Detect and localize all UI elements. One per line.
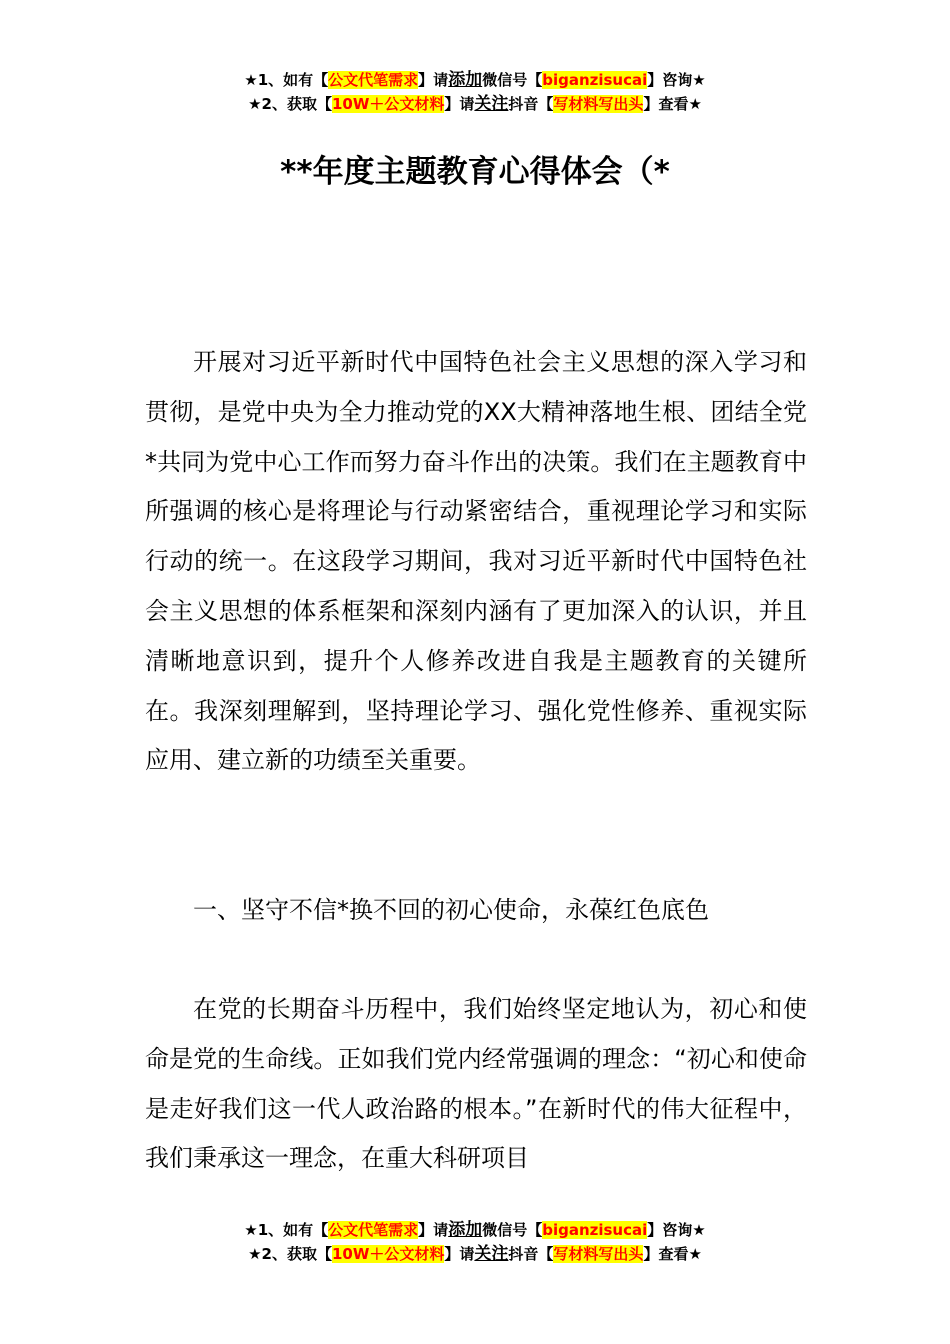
account-highlight: 写材料写出头 — [553, 95, 644, 113]
banner-text: 抖音【 — [508, 1245, 554, 1263]
banner-prefix: 2、获取【 — [261, 95, 332, 113]
banner-text: 微信号【 — [482, 71, 543, 89]
bottom-banner — [0, 1218, 950, 1266]
banner-text: 】请 — [444, 1245, 475, 1263]
banner-text: 】查看 — [643, 1245, 689, 1263]
banner-text: 】请 — [444, 95, 475, 113]
banner-line-2 — [0, 1242, 950, 1266]
wechat-id-highlight: biganzisucai — [542, 71, 648, 89]
star-icon: ★ — [692, 1221, 706, 1239]
wechat-id-highlight: biganzisucai — [542, 1221, 648, 1239]
paragraph-2-block — [145, 985, 807, 1184]
star-icon: ★ — [688, 95, 702, 113]
service-highlight: 公文代笔需求 — [328, 71, 419, 89]
banner-text: 】请 — [418, 1221, 449, 1239]
star-icon: ★ — [248, 1245, 262, 1263]
banner-line-1 — [0, 68, 950, 92]
material-highlight: 10W＋公文材料 — [331, 1245, 445, 1263]
banner-line-1 — [0, 1218, 950, 1242]
account-highlight: 写材料写出头 — [553, 1245, 644, 1263]
star-icon: ★ — [248, 95, 262, 113]
star-icon: ★ — [692, 71, 706, 89]
emphasis-follow: 关注 — [474, 1244, 509, 1264]
service-highlight: 公文代笔需求 — [328, 1221, 419, 1239]
material-highlight: 10W＋公文材料 — [331, 95, 445, 113]
star-icon: ★ — [244, 71, 258, 89]
banner-prefix: 2、获取【 — [261, 1245, 332, 1263]
section-1-heading: 一、坚守不信*换不回的初心使命，永葆红色底色 — [193, 896, 709, 924]
star-icon: ★ — [688, 1245, 702, 1263]
emphasis-follow: 关注 — [474, 94, 509, 114]
banner-text: 抖音【 — [508, 95, 554, 113]
paragraph-1-block — [145, 338, 807, 786]
emphasis-add: 添加 — [448, 70, 483, 90]
banner-prefix: 1、如有【 — [257, 71, 329, 89]
banner-text: 】咨询 — [647, 71, 693, 89]
star-icon: ★ — [244, 1221, 258, 1239]
paragraph-2: 在党的长期奋斗历程中，我们始终坚定地认为，初心和使命是党的生命线。正如我们党内经常强调的理念：“初心和使命是走好我们这一代人政治路的根本。”在新时代的伟大征程中，我们秉承这一理念，在重大科研项目 — [145, 995, 807, 1173]
banner-line-2 — [0, 92, 950, 116]
banner-text: 】查看 — [643, 95, 689, 113]
document-title: **年度主题教育心得体会（* — [280, 154, 670, 190]
banner-prefix: 1、如有【 — [257, 1221, 329, 1239]
top-banner — [0, 68, 950, 116]
banner-text: 】咨询 — [647, 1221, 693, 1239]
paragraph-1: 开展对习近平新时代中国特色社会主义思想的深入学习和贯彻，是党中央为全力推动党的XX大精神落地生根、团结全党*共同为党中心工作而努力奋斗作出的决策。我们在主题教育中所强调的核心是将理论与行动紧密结合，重视理论学习和实际行动的统一。在这段学习期间，我对习近平新时代中国特色社会主义思想的体系框架和深刻内涵有了更加深入的认识，并且清晰地意识到，提升个人修养改进自我是主题教育的关键所在。我深刻理解到，坚持理论学习、强化党性修养、重视实际应用、建立新的功绩至关重要。 — [145, 348, 807, 775]
banner-text: 】请 — [418, 71, 449, 89]
emphasis-add: 添加 — [448, 1220, 483, 1240]
banner-text: 微信号【 — [482, 1221, 543, 1239]
